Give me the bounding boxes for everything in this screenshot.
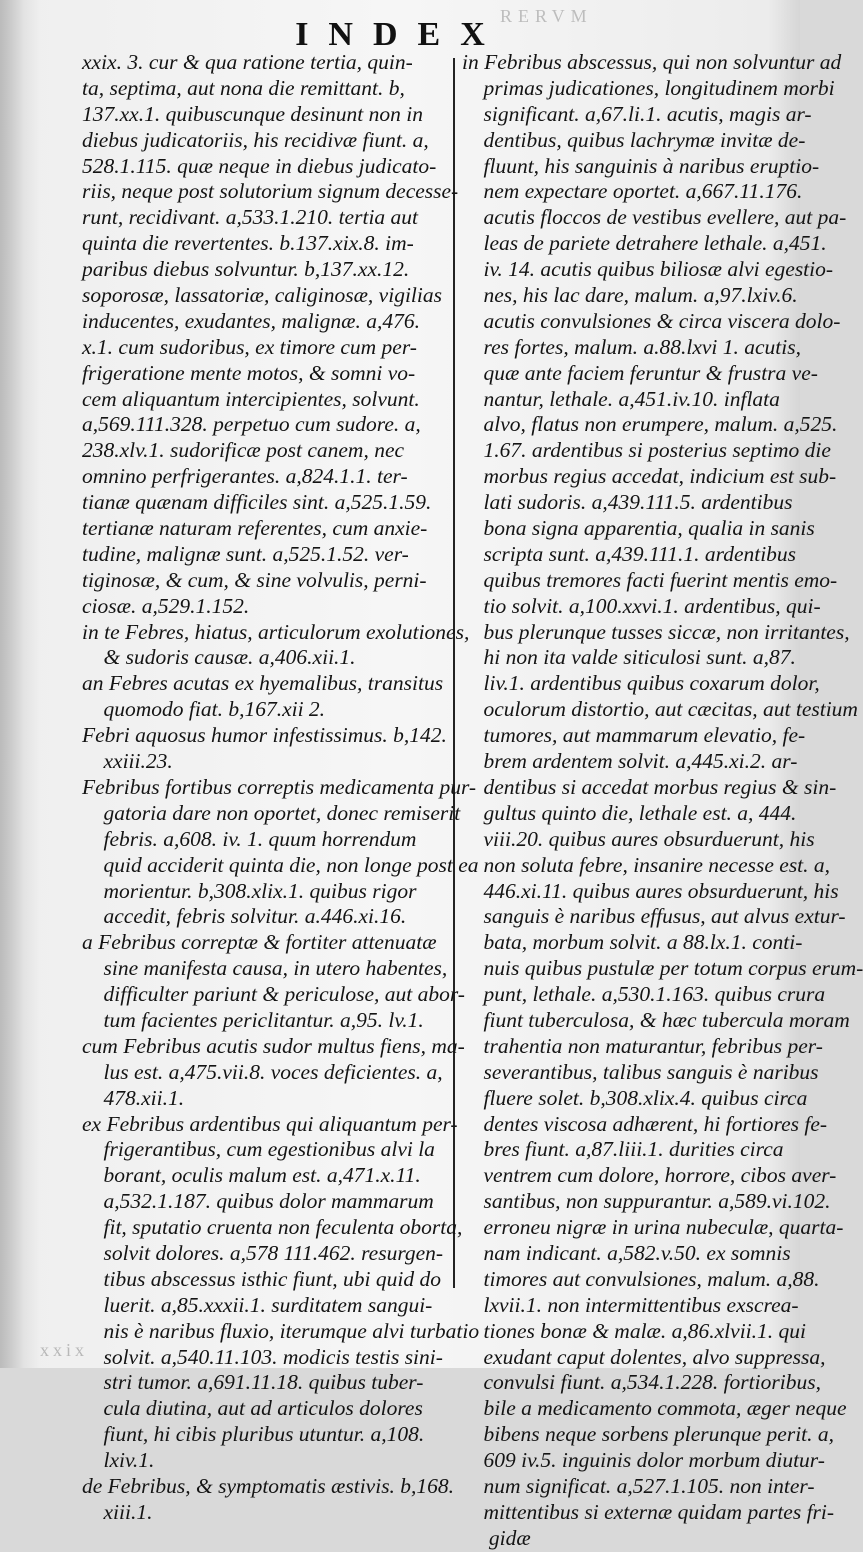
index-line: solvit. a,540.11.103. modicis testis sini-: [82, 1344, 443, 1369]
index-line: bres fiunt. a,87.liii.1. durities circa: [462, 1137, 784, 1162]
index-line: oculorum distortio, aut cæcitas, aut testium: [462, 697, 858, 722]
index-line: ciosæ. a,529.1.152.: [82, 593, 250, 618]
index-line: significant. a,67.li.1. acutis, magis ar-: [462, 101, 812, 126]
index-line: primas judicationes, longitudinem morbi: [462, 75, 835, 100]
left-column: [82, 50, 480, 1526]
index-line: frigerantibus, cum egestionibus alvi la: [82, 1137, 435, 1162]
index-line: 446.xi.11. quibus aures obsurduerunt, his: [462, 878, 839, 903]
index-line: nantur, lethale. a,451.iv.10. inflata: [462, 386, 780, 411]
index-line: fluere solet. b,308.xlix.4. quibus circa: [462, 1085, 808, 1110]
index-line: in te Febres, hiatus, articulorum exolutiones,: [82, 619, 470, 644]
index-line: cula diutina, aut ad articulos dolores: [82, 1396, 423, 1421]
index-line: convulsi fiunt. a,534.1.228. fortioribus,: [462, 1370, 821, 1395]
index-line: paribus diebus solvuntur. b,137.xx.12.: [82, 257, 410, 282]
index-line: stri tumor. a,691.11.18. quibus tuber-: [82, 1370, 424, 1395]
index-line: timores aut convulsiones, malum. a,88.: [462, 1266, 820, 1291]
index-line: tum facientes periclitantur. a,95. lv.1.: [82, 1007, 424, 1032]
index-line: lxvii.1. non intermittentibus exscrea-: [462, 1292, 799, 1317]
index-line: sine manifesta causa, in utero habentes,: [82, 956, 448, 981]
index-line: severantibus, talibus sanguis è naribus: [462, 1059, 819, 1084]
index-line: fiunt tuberculosa, & hæc tubercula moram: [462, 1007, 850, 1032]
index-line: 478.xii.1.: [82, 1085, 185, 1110]
index-line: nuis quibus pustulæ per totum corpus erum-: [462, 956, 863, 981]
index-line: a Febribus correptæ & fortiter attenuatæ: [82, 930, 437, 955]
index-line: 1.67. ardentibus si posterius septimo die: [462, 438, 831, 463]
index-line: leas de pariete detrahere lethale. a,451.: [462, 231, 827, 256]
index-line: frigeratione mente motos, & somni vo-: [82, 360, 416, 385]
index-line: cem aliquantum intercipientes, solvunt.: [82, 386, 420, 411]
index-line: morientur. b,308.xlix.1. quibus rigor: [82, 878, 417, 903]
index-line: difficulter pariunt & periculose, aut abor-: [82, 982, 465, 1007]
index-line: riis, neque post solutorium signum decesse-: [82, 179, 459, 204]
index-line: runt, recidivant. a,533.1.210. tertia aut: [82, 205, 419, 230]
index-line: Febri aquosus humor infestissimus. b,142.: [82, 723, 447, 748]
index-line: febris. a,608. iv. 1. quum horrendum: [82, 826, 417, 851]
index-line: tibus abscessus isthic fiunt, ubi quid do: [82, 1266, 441, 1291]
index-line: nam indicant. a,582.v.50. ex somnis: [462, 1240, 791, 1265]
index-line: fiunt, hi cibis pluribus utuntur. a,108.: [82, 1422, 425, 1447]
index-line: dentibus si accedat morbus regius & sin-: [462, 774, 837, 799]
index-line: tumores, aut mammarum elevatio, fe-: [462, 723, 806, 748]
index-line: luerit. a,85.xxxii.1. surditatem sangui-: [82, 1292, 433, 1317]
index-line: bibens neque sorbens plerunque perit. a,: [462, 1422, 835, 1447]
index-line: gidæ: [462, 1525, 531, 1550]
index-line: borant, oculis malum est. a,471.x.11.: [82, 1163, 421, 1188]
index-line: quomodo fiat. b,167.xii 2.: [82, 697, 326, 722]
index-line: dentes viscosa adhærent, hi fortiores fe-: [462, 1111, 828, 1136]
index-line: exudant caput dolentes, alvo suppressa,: [462, 1344, 826, 1369]
index-line: a,569.111.328. perpetuo cum sudore. a,: [82, 412, 421, 437]
index-line: nem expectare oportet. a,667.11.176.: [462, 179, 803, 204]
index-line: iv. 14. acutis quibus biliosæ alvi egestio-: [462, 257, 834, 282]
index-line: brem ardentem solvit. a,445.xi.2. ar-: [462, 749, 798, 774]
index-line: hi non ita valde siticulosi sunt. a,87.: [462, 645, 796, 670]
index-line: soporosæ, lassatoriæ, caliginosæ, vigilias: [82, 283, 442, 308]
index-line: erroneu nigræ in urina nubeculæ, quarta-: [462, 1215, 844, 1240]
index-line: viii.20. quibus aures obsurduerunt, his: [462, 826, 815, 851]
index-line: tudine, malignæ sunt. a,525.1.52. ver-: [82, 541, 409, 566]
index-line: dentibus, quibus lachrymæ invitæ de-: [462, 127, 806, 152]
index-line: acutis floccos de vestibus evellere, aut pa-: [462, 205, 847, 230]
index-line: ex Febribus ardentibus qui aliquantum per-: [82, 1111, 458, 1136]
index-line: scripta sunt. a,439.111.1. ardentibus: [462, 541, 797, 566]
index-line: nis è naribus fluxio, iterumque alvi turbatio: [82, 1318, 480, 1343]
index-line: bata, morbum solvit. a 88.lx.1. conti-: [462, 930, 803, 955]
index-line: morbus regius accedat, indicium est sub-: [462, 464, 837, 489]
index-line: quibus tremores facti fuerint mentis emo-: [462, 567, 838, 592]
index-line: lxiv.1.: [82, 1448, 155, 1473]
index-line: trahentia non maturantur, febribus per-: [462, 1033, 823, 1058]
index-line: quid acciderit quinta die, non longe post ea: [82, 852, 479, 877]
index-line: 609 iv.5. inguinis dolor morbum diutur-: [462, 1448, 825, 1473]
index-line: & sudoris causæ. a,406.xii.1.: [82, 645, 356, 670]
index-line: ventrem cum dolore, horrore, cibos aver-: [462, 1163, 837, 1188]
index-line: 238.xlv.1. sudorificæ post canem, nec: [82, 438, 405, 463]
index-line: fluunt, his sanguinis à naribus eruptio-: [462, 153, 820, 178]
column-rule: [453, 58, 455, 1288]
index-line: punt, lethale. a,530.1.163. quibus crura: [462, 982, 826, 1007]
index-line: tio solvit. a,100.xxvi.1. ardentibus, qui-: [462, 593, 821, 618]
index-line: gatoria dare non oportet, donec remiserit: [82, 800, 461, 825]
bleed-through-footer: xxix: [40, 1340, 89, 1360]
index-line: quæ ante faciem feruntur & frustra ve-: [462, 360, 818, 385]
index-line: non soluta febre, insanire necesse est. a,: [462, 852, 831, 877]
index-line: acutis convulsiones & circa viscera dolo-: [462, 308, 841, 333]
index-line: an Febres acutas ex hyemalibus, transitus: [82, 671, 444, 696]
index-line: num significat. a,527.1.105. non inter-: [462, 1473, 815, 1498]
index-line: xxiii.23.: [82, 749, 173, 774]
index-line: lati sudoris. a,439.111.5. ardentibus: [462, 490, 793, 515]
index-line: 528.1.115. quæ neque in diebus judicato-: [82, 153, 437, 178]
index-line: accedit, febris solvitur. a.446.xi.16.: [82, 904, 407, 929]
page-edge-shadow: [0, 0, 40, 1368]
index-line: inducentes, exudantes, malignæ. a,476.: [82, 308, 420, 333]
index-line: cum Febribus acutis sudor multus fiens, ma-: [82, 1033, 465, 1058]
index-line: tiginosæ, & cum, & sine volvulis, perni-: [82, 567, 427, 592]
index-line: a,532.1.187. quibus dolor mammarum: [82, 1189, 434, 1214]
index-line: omnino perfrigerantes. a,824.1.1. ter-: [82, 464, 408, 489]
index-line: res fortes, malum. a.88.lxvi 1. acutis,: [462, 334, 801, 359]
index-line: Febribus fortibus correptis medicamenta pur-: [82, 774, 477, 799]
index-line: tertianæ naturam referentes, cum anxie-: [82, 516, 428, 541]
index-line: gultus quinto die, lethale est. a, 444.: [462, 800, 797, 825]
right-column: [462, 50, 863, 1552]
index-line: quinta die revertentes. b.137.xix.8. im-: [82, 231, 414, 256]
bleed-through-text: RERVM: [500, 6, 593, 26]
index-line: diebus judicatoriis, his recidivæ fiunt. a,: [82, 127, 429, 152]
index-line: fit, sputatio cruenta non feculenta oborta,: [82, 1215, 463, 1240]
index-line: liv.1. ardentibus quibus coxarum dolor,: [462, 671, 820, 696]
index-line: xxix. 3. cur & qua ratione tertia, quin-: [82, 50, 413, 74]
index-line: santibus, non suppurantur. a,589.vi.102.: [462, 1189, 831, 1214]
running-head: INDEX: [295, 16, 505, 53]
index-line: in Febribus abscessus, qui non solvuntur ad: [462, 50, 842, 74]
index-line: bona signa apparentia, qualia in sanis: [462, 516, 815, 541]
index-line: sanguis è naribus effusus, aut alvus extur-: [462, 904, 846, 929]
index-line: mittentibus si externæ quidam partes fri-: [462, 1499, 835, 1524]
index-line: x.1. cum sudoribus, ex timore cum per-: [82, 334, 417, 359]
index-line: 137.xx.1. quibuscunque desinunt non in: [82, 101, 423, 126]
index-line: tiones bonæ & malæ. a,86.xlvii.1. qui: [462, 1318, 806, 1343]
index-line: bus plerunque tusses siccæ, non irritantes,: [462, 619, 850, 644]
index-line: lus est. a,475.vii.8. voces deficientes. a,: [82, 1059, 443, 1084]
index-line: xiii.1.: [82, 1499, 153, 1524]
index-line: bile a medicamento commota, æger neque: [462, 1396, 847, 1421]
index-line: tianæ quænam difficiles sint. a,525.1.59.: [82, 490, 432, 515]
index-line: solvit dolores. a,578 111.462. resurgen-: [82, 1240, 444, 1265]
index-line: nes, his lac dare, malum. a,97.lxiv.6.: [462, 283, 798, 308]
index-line: ta, septima, aut nona die remittant. b,: [82, 75, 405, 100]
index-line: de Febribus, & symptomatis æstivis. b,168.: [82, 1473, 455, 1498]
index-line: alvo, flatus non erumpere, malum. a,525.: [462, 412, 838, 437]
